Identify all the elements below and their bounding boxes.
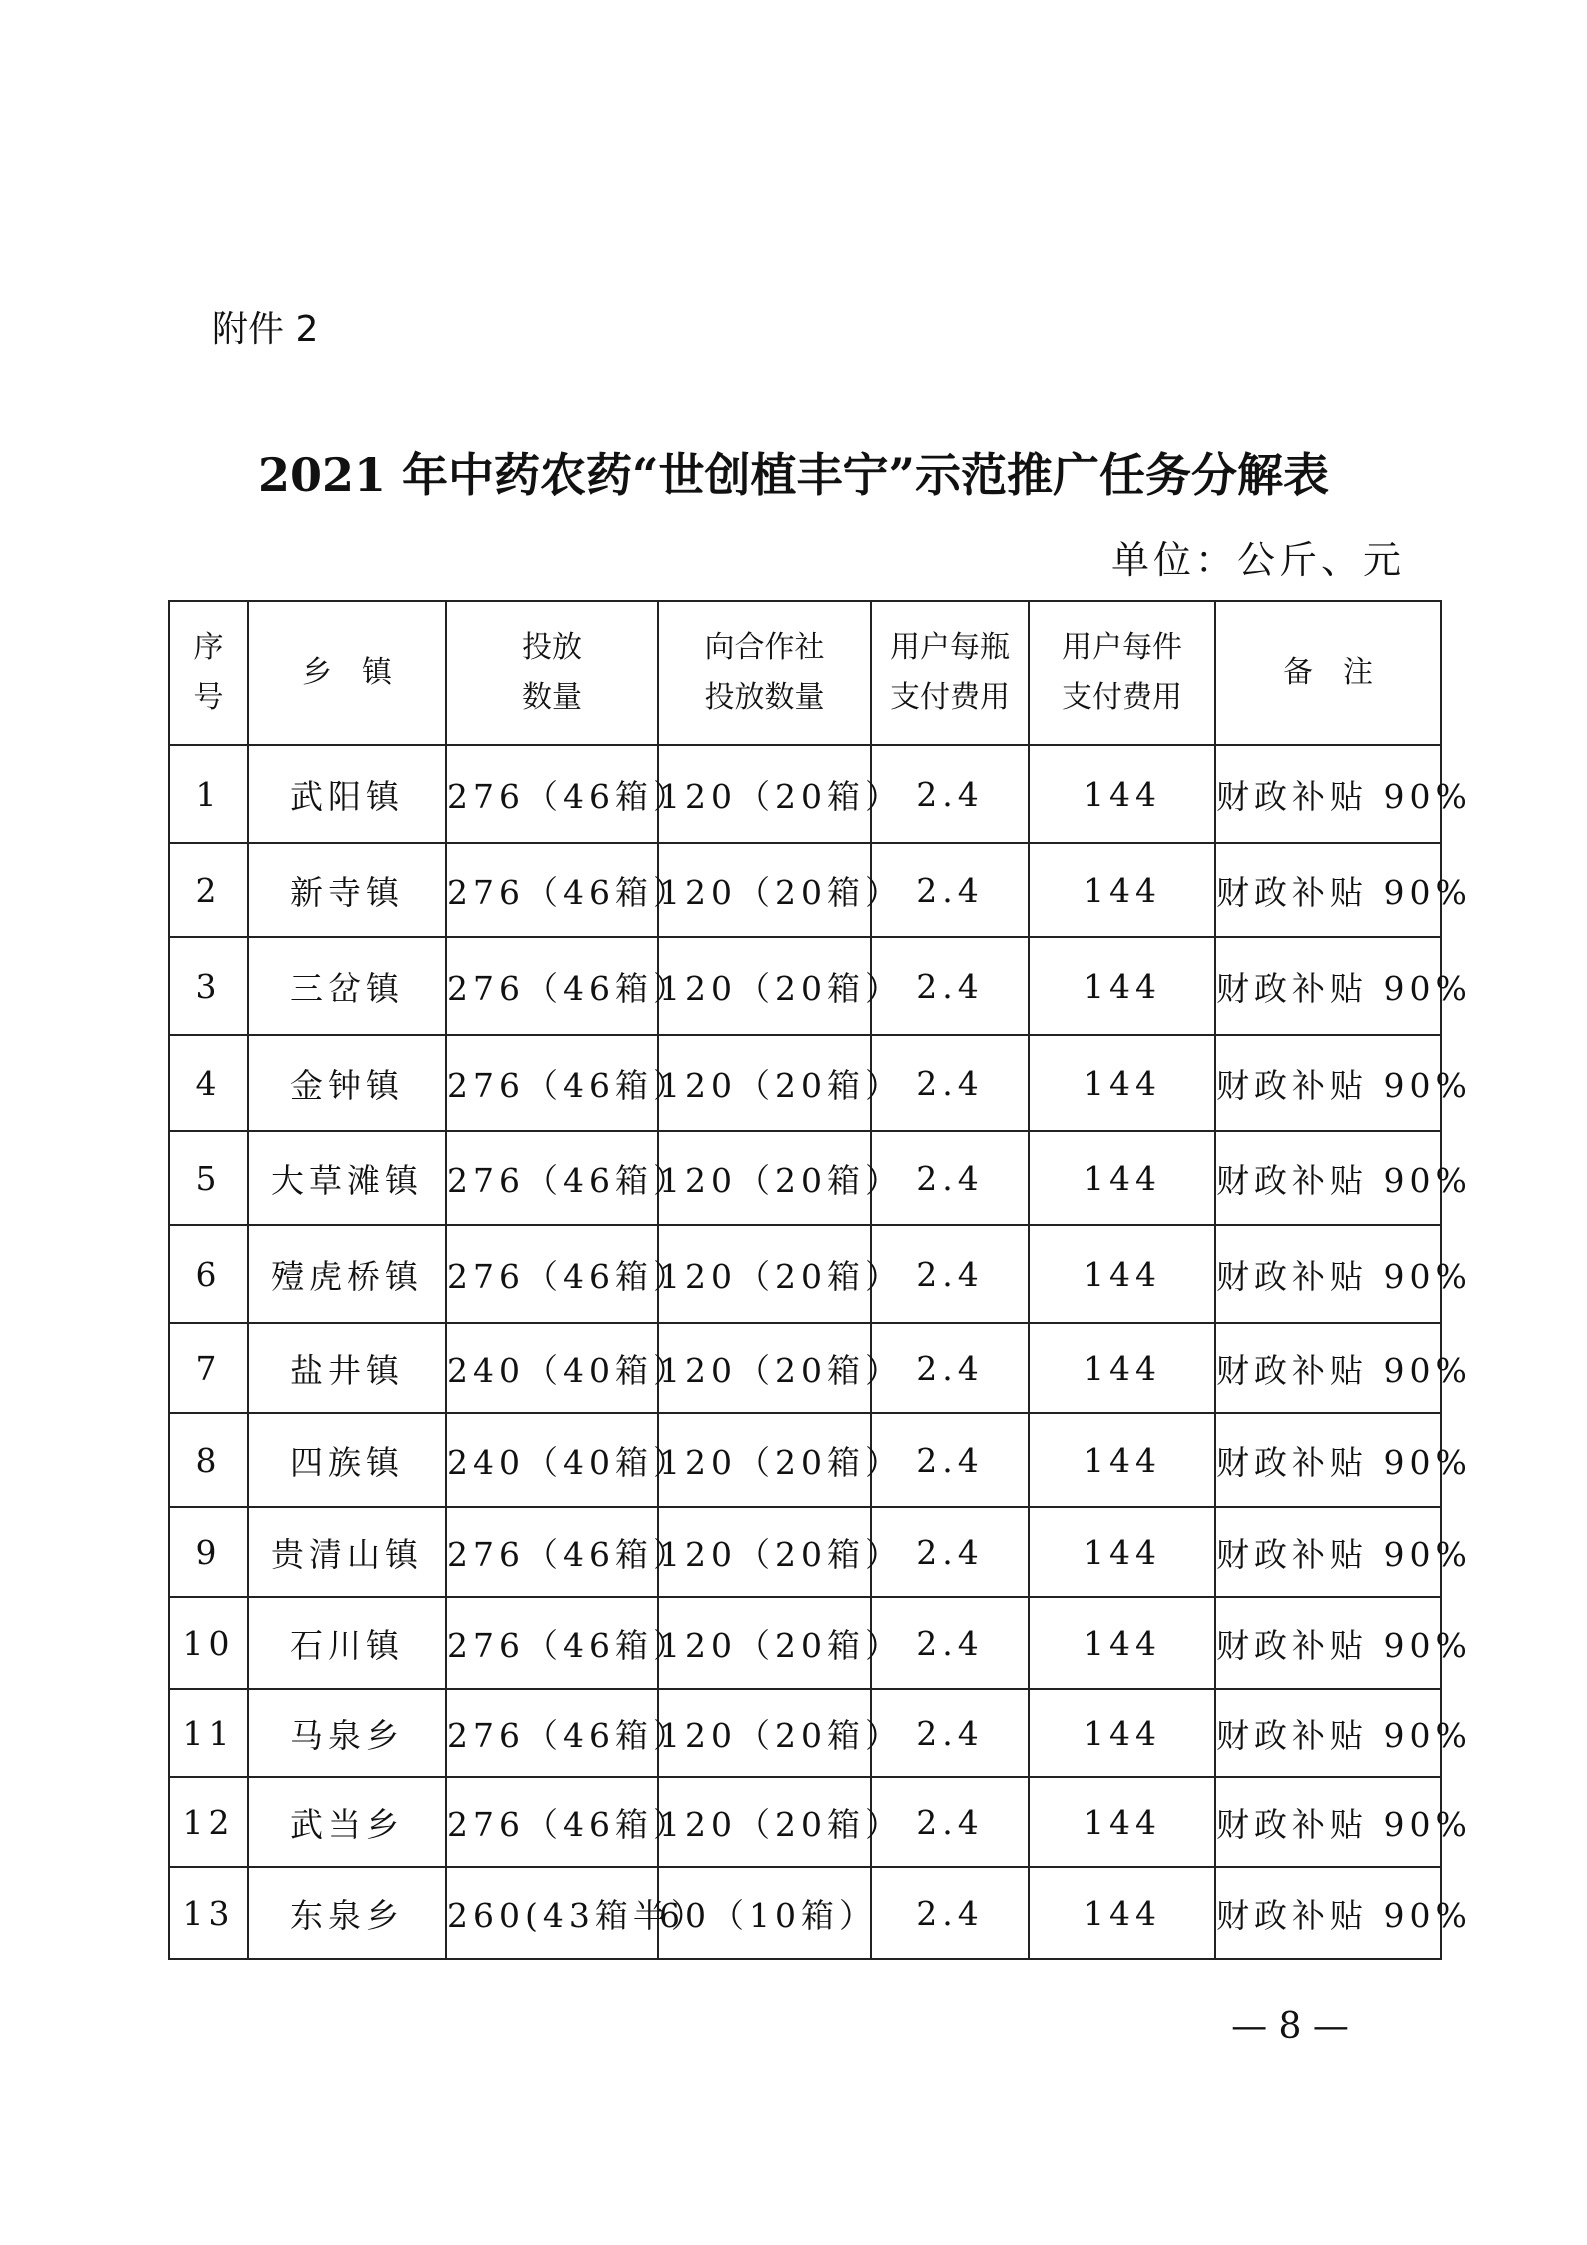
cell-no: 1	[169, 745, 248, 843]
table-row	[169, 1507, 1441, 1597]
table-row	[169, 1689, 1441, 1777]
cell-per-piece: 144	[1029, 1131, 1215, 1225]
cell-no: 4	[169, 1035, 248, 1131]
cell-per-piece: 144	[1029, 1597, 1215, 1689]
cell-no: 9	[169, 1507, 248, 1597]
cell-town: 金钟镇	[248, 1035, 446, 1131]
cell-no: 6	[169, 1225, 248, 1323]
cell-coop-qty: 120（20箱）	[658, 1131, 871, 1225]
cell-per-piece: 144	[1029, 1867, 1215, 1959]
cell-qty: 240（40箱）	[446, 1413, 658, 1507]
cell-no: 11	[169, 1689, 248, 1777]
cell-qty: 276（46箱）	[446, 1507, 658, 1597]
cell-town: 殪虎桥镇	[248, 1225, 446, 1323]
table-row	[169, 1323, 1441, 1413]
cell-remark: 财政补贴 90%	[1215, 1035, 1441, 1131]
cell-coop-qty: 120（20箱）	[658, 1225, 871, 1323]
cell-per-bottle: 2.4	[871, 1867, 1029, 1959]
header-town	[248, 601, 446, 745]
cell-per-piece: 144	[1029, 745, 1215, 843]
header-per-bottle-line: 支付费用	[890, 680, 1010, 715]
cell-town: 武阳镇	[248, 745, 446, 843]
header-coop-qty-line: 向合作社	[704, 630, 825, 665]
cell-remark: 财政补贴 90%	[1215, 1689, 1441, 1777]
cell-coop-qty: 120（20箱）	[658, 745, 871, 843]
table-row	[169, 1777, 1441, 1867]
cell-coop-qty: 120（20箱）	[658, 1689, 871, 1777]
cell-qty: 276（46箱）	[446, 843, 658, 937]
cell-town: 新寺镇	[248, 843, 446, 937]
cell-coop-qty: 120（20箱）	[658, 843, 871, 937]
cell-coop-qty: 120（20箱）	[658, 1507, 871, 1597]
cell-coop-qty: 120（20箱）	[658, 1323, 871, 1413]
cell-no: 13	[169, 1867, 248, 1959]
header-remark-line: 备 注	[1283, 655, 1373, 690]
cell-per-piece: 144	[1029, 1413, 1215, 1507]
cell-per-piece: 144	[1029, 1323, 1215, 1413]
cell-qty: 276（46箱）	[446, 1035, 658, 1131]
cell-coop-qty: 120（20箱）	[658, 1777, 871, 1867]
cell-remark: 财政补贴 90%	[1215, 1867, 1441, 1959]
cell-qty: 240（40箱）	[446, 1323, 658, 1413]
cell-no: 10	[169, 1597, 248, 1689]
cell-qty: 276（46箱）	[446, 1597, 658, 1689]
cell-per-piece: 144	[1029, 1777, 1215, 1867]
cell-per-bottle: 2.4	[871, 1777, 1029, 1867]
cell-no: 7	[169, 1323, 248, 1413]
cell-per-bottle: 2.4	[871, 1597, 1029, 1689]
cell-remark: 财政补贴 90%	[1215, 1597, 1441, 1689]
cell-remark: 财政补贴 90%	[1215, 843, 1441, 937]
cell-remark: 财政补贴 90%	[1215, 1131, 1441, 1225]
header-per-piece-line: 支付费用	[1062, 680, 1182, 715]
table-row	[169, 937, 1441, 1035]
header-per-bottle	[871, 601, 1029, 745]
cell-remark: 财政补贴 90%	[1215, 937, 1441, 1035]
table-row	[169, 1597, 1441, 1689]
table-row	[169, 843, 1441, 937]
cell-town: 东泉乡	[248, 1867, 446, 1959]
cell-no: 5	[169, 1131, 248, 1225]
cell-town: 四族镇	[248, 1413, 446, 1507]
header-per-piece-line: 用户每件	[1062, 630, 1182, 665]
cell-remark: 财政补贴 90%	[1215, 1507, 1441, 1597]
header-remark	[1215, 601, 1441, 745]
header-no-line: 号	[193, 680, 224, 715]
header-per-bottle-line: 用户每瓶	[890, 630, 1010, 665]
cell-per-bottle: 2.4	[871, 1323, 1029, 1413]
cell-town: 马泉乡	[248, 1689, 446, 1777]
cell-no: 3	[169, 937, 248, 1035]
cell-per-piece: 144	[1029, 843, 1215, 937]
header-no-line: 序	[193, 630, 224, 665]
cell-qty: 276（46箱）	[446, 745, 658, 843]
cell-coop-qty: 120（20箱）	[658, 937, 871, 1035]
cell-per-bottle: 2.4	[871, 937, 1029, 1035]
cell-town: 武当乡	[248, 1777, 446, 1867]
cell-per-bottle: 2.4	[871, 745, 1029, 843]
header-qty-line: 投放	[522, 630, 582, 665]
cell-remark: 财政补贴 90%	[1215, 1225, 1441, 1323]
header-per-piece	[1029, 601, 1215, 745]
cell-per-bottle: 2.4	[871, 1035, 1029, 1131]
cell-town: 大草滩镇	[248, 1131, 446, 1225]
cell-per-bottle: 2.4	[871, 1131, 1029, 1225]
cell-per-piece: 144	[1029, 1035, 1215, 1131]
header-no	[169, 601, 248, 745]
cell-per-bottle: 2.4	[871, 1689, 1029, 1777]
cell-qty: 276（46箱）	[446, 1225, 658, 1323]
table-row	[169, 1225, 1441, 1323]
table-row	[169, 1867, 1441, 1959]
cell-per-piece: 144	[1029, 1507, 1215, 1597]
cell-town: 石川镇	[248, 1597, 446, 1689]
header-qty-line: 数量	[522, 680, 582, 715]
cell-per-piece: 144	[1029, 1689, 1215, 1777]
cell-coop-qty: 120（20箱）	[658, 1597, 871, 1689]
cell-no: 2	[169, 843, 248, 937]
cell-remark: 财政补贴 90%	[1215, 1413, 1441, 1507]
cell-no: 8	[169, 1413, 248, 1507]
cell-coop-qty: 60（10箱）	[658, 1867, 871, 1959]
cell-per-bottle: 2.4	[871, 1413, 1029, 1507]
cell-town: 贵清山镇	[248, 1507, 446, 1597]
task-breakdown-table	[168, 600, 1472, 1960]
unit-label: 单位：公斤、元	[1110, 538, 1405, 582]
table-row	[169, 1131, 1441, 1225]
table-row	[169, 1413, 1441, 1507]
cell-coop-qty: 120（20箱）	[658, 1035, 871, 1131]
cell-town: 盐井镇	[248, 1323, 446, 1413]
cell-qty: 276（46箱）	[446, 1689, 658, 1777]
attachment-label: 附件 2	[212, 309, 319, 350]
cell-per-bottle: 2.4	[871, 1225, 1029, 1323]
header-qty	[446, 601, 658, 745]
cell-per-piece: 144	[1029, 937, 1215, 1035]
cell-remark: 财政补贴 90%	[1215, 1323, 1441, 1413]
header-coop-qty	[658, 601, 871, 745]
cell-no: 12	[169, 1777, 248, 1867]
cell-per-piece: 144	[1029, 1225, 1215, 1323]
header-town-line: 乡 镇	[302, 655, 392, 690]
cell-remark: 财政补贴 90%	[1215, 745, 1441, 843]
cell-qty: 276（46箱）	[446, 1777, 658, 1867]
cell-coop-qty: 120（20箱）	[658, 1413, 871, 1507]
table-row	[169, 1035, 1441, 1131]
table-header-row	[169, 601, 1441, 745]
table-row	[169, 745, 1441, 843]
cell-qty: 260(43箱半）	[446, 1867, 658, 1959]
cell-per-bottle: 2.4	[871, 843, 1029, 937]
cell-qty: 276（46箱）	[446, 1131, 658, 1225]
cell-remark: 财政补贴 90%	[1215, 1777, 1441, 1867]
header-coop-qty-line: 投放数量	[704, 680, 825, 715]
document-title: 2021 年中药农药“世创植丰宁”示范推广任务分解表	[258, 448, 1329, 502]
cell-per-bottle: 2.4	[871, 1507, 1029, 1597]
cell-qty: 276（46箱）	[446, 937, 658, 1035]
cell-town: 三岔镇	[248, 937, 446, 1035]
page-number: — 8 —	[1231, 2006, 1349, 2047]
